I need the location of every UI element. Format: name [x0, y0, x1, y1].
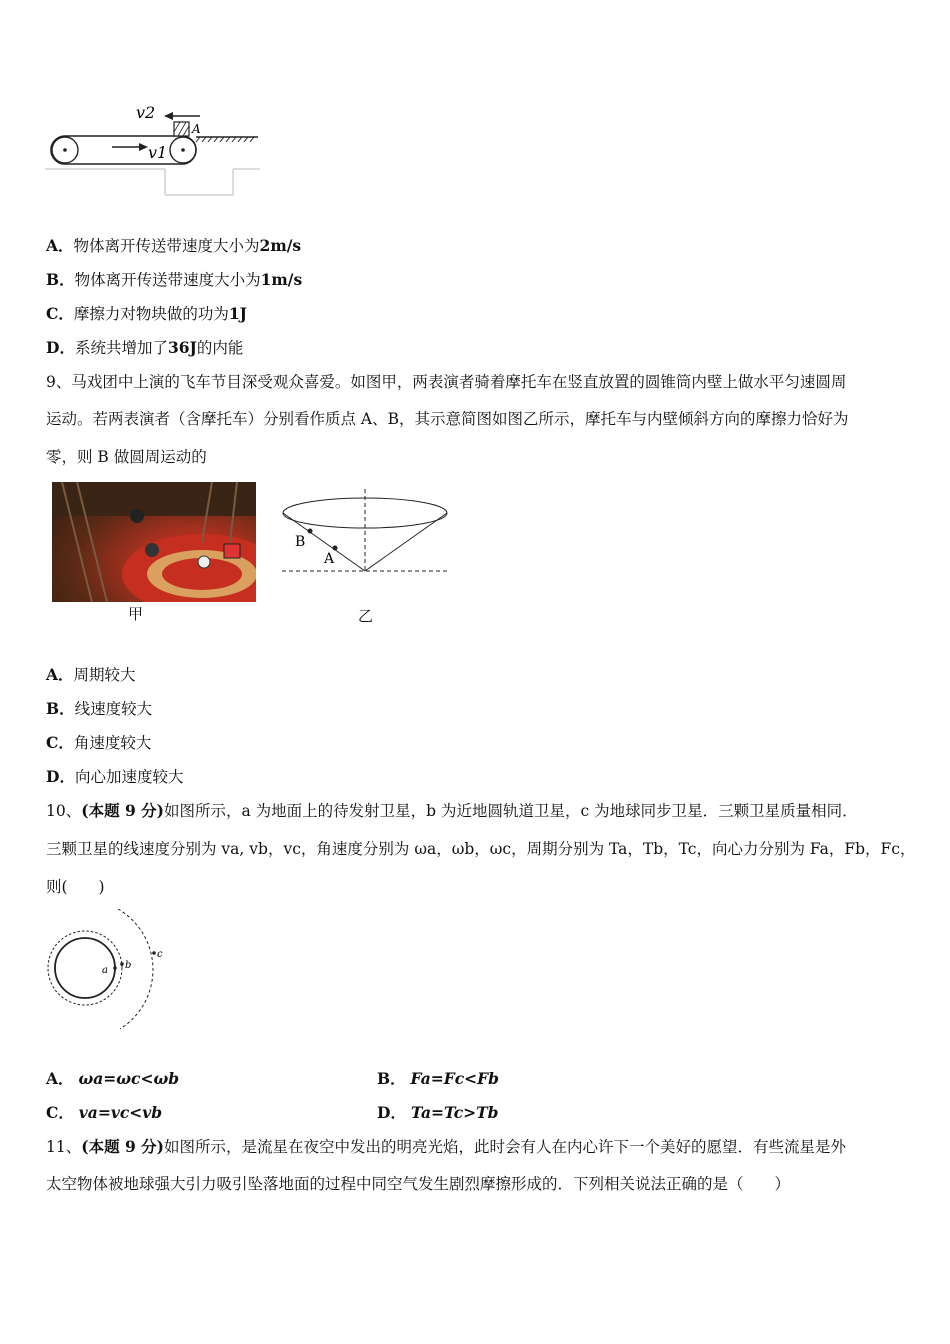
q9-text-line1: 9、马戏团中上演的飞车节目深受观众喜爱。如图甲，两表演者骑着摩托车在竖直放置的圆锥筒内壁上做水平匀速圆周: [46, 373, 847, 391]
q9-option-d: D．向心加速度较大: [46, 767, 184, 786]
point-a-label: A: [324, 551, 335, 567]
q9-text-line3: 零，则 B 做圆周运动的: [46, 448, 207, 466]
q10-option-d: D． Ta=Tc>Tb: [377, 1103, 499, 1122]
cone-diagram: [276, 485, 456, 625]
q10-text-line1: 10、(本题 9 分)如图所示，a 为地面上的待发射卫星，b 为近地圆轨道卫星，c 为地球同步卫星．三颗卫星质量相同．: [46, 801, 858, 820]
q8-option-b: B．物体离开传送带速度大小为1m/s: [46, 270, 303, 289]
satellite-a-label: a: [102, 965, 108, 976]
conveyor-belt-figure: [40, 96, 270, 200]
q9-option-b: B．线速度较大: [46, 699, 153, 718]
figure-jia-caption: 甲: [128, 605, 144, 623]
q9-text-line2: 运动。若两表演者（含摩托车）分别看作质点 A、B，其示意简图如图乙所示，摩托车与内壁倾斜方向的摩擦力恰好为: [46, 410, 849, 428]
q11-text-line1: 11、(本题 9 分)如图所示，是流星在夜空中发出的明亮光焰，此时会有人在内心许下一个美好的愿望．有些流星是外: [46, 1137, 846, 1156]
satellite-b-label: b: [125, 960, 132, 971]
q8-option-c: C．摩擦力对物块做的功为1J: [46, 304, 247, 323]
figure-yi-caption: 乙: [358, 607, 374, 625]
satellite-orbits-figure: [40, 905, 175, 1040]
block-a-label: A: [192, 122, 201, 136]
satellite-c-label: c: [157, 949, 163, 960]
point-b-label: B: [295, 534, 306, 550]
q10-option-a: A． ωa=ωc<ωb: [46, 1069, 180, 1088]
motorcycle-cage-photo: [52, 482, 256, 602]
q8-option-a: A．物体离开传送带速度大小为2m/s: [46, 236, 302, 255]
v1-label: v1: [148, 143, 168, 162]
q10-text-line2: 三颗卫星的线速度分别为 va, vb，vc，角速度分别为 ωa，ωb，ωc，周期分别为 Ta，Tb，Tc，向心力分别为 Fa，Fb，Fc，: [46, 840, 916, 858]
q10-option-b: B． Fa=Fc<Fb: [377, 1069, 500, 1088]
q9-option-c: C．角速度较大: [46, 733, 152, 752]
q10-option-c: C． va=vc<vb: [46, 1103, 163, 1122]
v2-label: v2: [136, 103, 156, 122]
q9-option-a: A．周期较大: [46, 665, 136, 684]
q10-text-line3: 则( ): [46, 878, 105, 896]
q8-option-d: D．系统共增加了36J的内能: [46, 338, 244, 357]
q11-text-line2: 太空物体被地球强大引力吸引坠落地面的过程中同空气发生剧烈摩擦形成的．下列相关说法正确的是（ ）: [46, 1175, 791, 1193]
